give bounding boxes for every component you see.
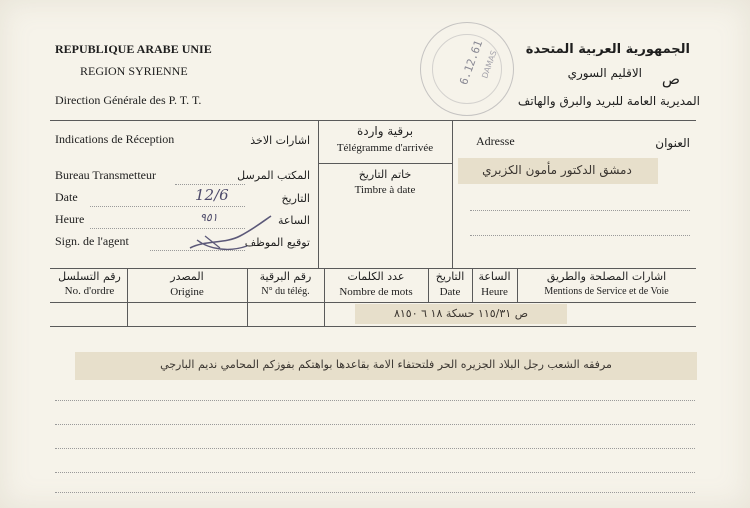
address-label-ar: العنوان: [655, 136, 690, 150]
agent-signature: [185, 210, 275, 255]
reception-row-label-ar: المكتب المرسل: [237, 169, 310, 182]
stamp-label-fr: Timbre à date: [354, 184, 416, 196]
col-words-fr: Nombre de mots: [339, 286, 413, 298]
col-telegram-no-fr: N° du télég.: [261, 286, 310, 297]
col-order-ar: رقم التسلسل: [58, 270, 121, 283]
header-fr-line2: REGION SYRIENNE: [80, 64, 188, 78]
reception-row-label-fr: Date: [55, 190, 78, 204]
service-line-value: ص ١١٥/٣١ حسكة ١٨ ٦ ٨١٥٠: [393, 307, 528, 320]
header-fr-line3: Direction Générale des P. T. T.: [55, 93, 202, 107]
reception-title-fr: Indications de Réception: [55, 132, 175, 146]
reception-date-value: 12/6: [195, 186, 229, 204]
col-words-ar: عدد الكلمات: [347, 270, 405, 283]
address-label-fr: Adresse: [476, 134, 515, 148]
telegram-title-fr: Télégramme d'arrivée: [336, 142, 434, 154]
reception-row-label-ar: التاريخ: [281, 192, 310, 205]
col-order-fr: No. d'ordre: [64, 285, 115, 297]
header-ar-line3: المديرية العامة للبريد والبرق والهاتف: [517, 94, 700, 108]
reception-row-label-fr: Heure: [55, 212, 85, 226]
col-origin-ar: المصدر: [170, 270, 204, 283]
col-service-ar: اشارات المصلحة والطريق: [546, 270, 667, 283]
stamp-ring-text: DAMAS: [480, 49, 499, 80]
reception-row-label-ar: توقيع الموظف: [244, 236, 310, 249]
header-fr-line1: REPUBLIQUE ARABE UNIE: [55, 42, 212, 56]
stamp-date: 6.12.61: [457, 38, 486, 87]
col-date-fr: Date: [439, 286, 461, 298]
header-ar-line1: الجمهورية العربية المتحدة: [525, 42, 690, 57]
reception-hour-value: ٩٥١: [200, 211, 218, 224]
col-telegram-no-ar: رقم البرقية: [259, 270, 312, 283]
header-ar-mark: ص: [661, 70, 680, 88]
col-hour-ar: الساعة: [478, 270, 511, 283]
col-hour-fr: Heure: [481, 286, 508, 298]
reception-title-ar: اشارات الاخذ: [250, 134, 310, 147]
reception-row-label-fr: Sign. de l'agent: [55, 234, 129, 248]
reception-row-label-ar: الساعة: [277, 214, 310, 227]
message-text: مرفقه الشعب رجل البلاد الجزيره الحر فلتحتفاء الامة بقاعدها بواهتكم بفوزكم المحامي نديم البارجي: [160, 358, 612, 371]
col-date-ar: التاريخ: [435, 270, 465, 283]
col-service-fr: Mentions de Service et de Voie: [544, 286, 669, 297]
header-ar-line2: الاقليم السوري: [567, 66, 642, 80]
address-value: دمشق الدكتور مأمون الكزبري: [482, 163, 632, 177]
telegram-title-ar: برقية واردة: [356, 124, 414, 138]
reception-row-label-fr: Bureau Transmetteur: [55, 168, 156, 182]
stamp-label-ar: خاتم التاريخ: [358, 168, 412, 181]
col-origin-fr: Origine: [170, 286, 204, 298]
